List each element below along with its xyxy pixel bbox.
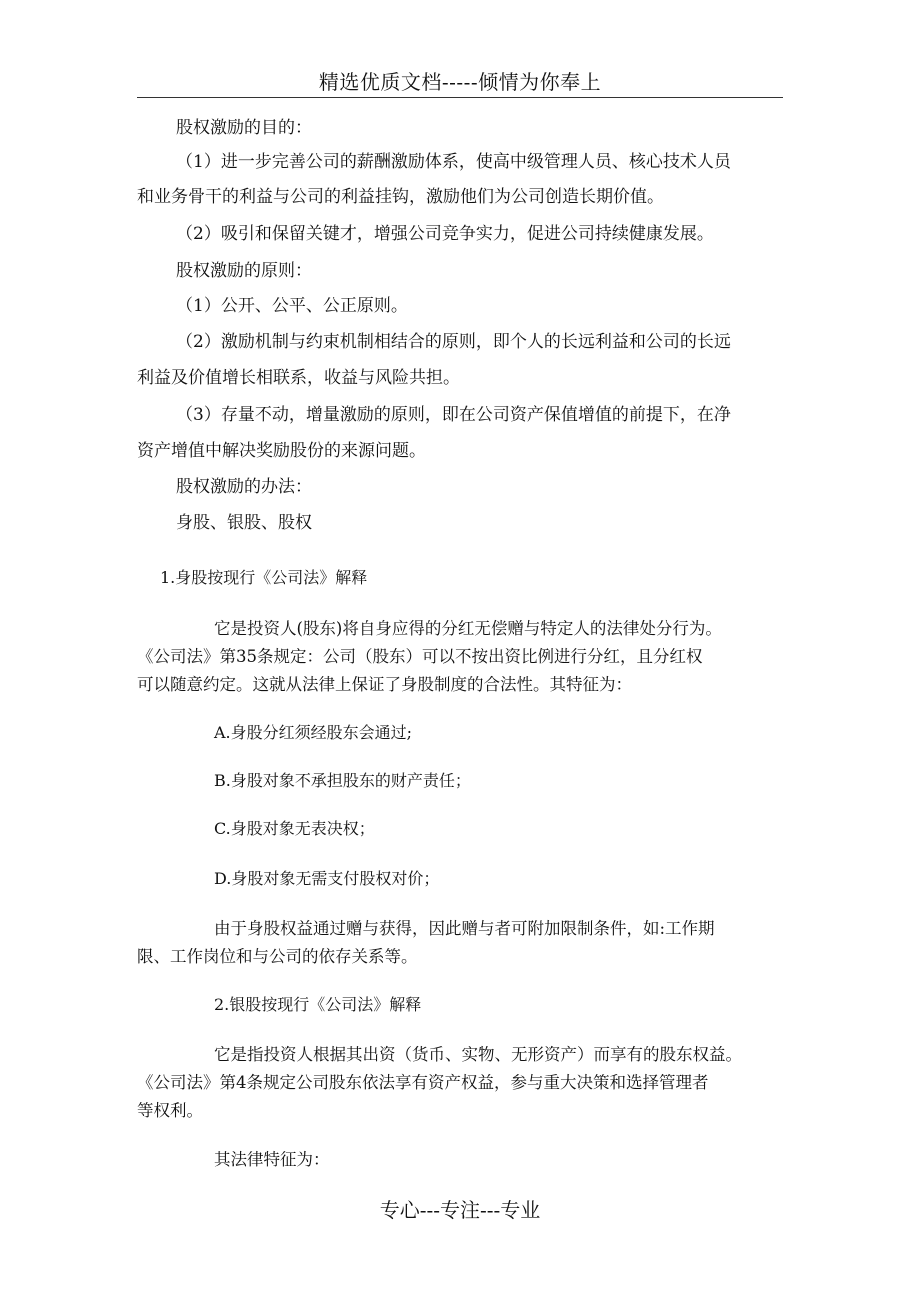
section-title: 1.身股按现行《公司法》解释 bbox=[160, 568, 368, 587]
paragraph-line: 其法律特征为： bbox=[214, 1150, 330, 1169]
paragraph-line: （3）存量不动，增量激励的原则，即在公司资产保值增值的前提下，在净 bbox=[176, 405, 731, 425]
paragraph-line: 和业务骨干的利益与公司的利益挂钩，激励他们为公司创造长期价值。 bbox=[137, 187, 664, 207]
paragraph-line: （2）激励机制与约束机制相结合的原则，即个人的长远利益和公司的长远 bbox=[176, 332, 731, 352]
paragraph-line: 限、工作岗位和与公司的依存关系等。 bbox=[137, 947, 418, 966]
heading-purpose: 股权激励的目的： bbox=[176, 118, 312, 138]
page-footer: 专心---专注---专业 bbox=[379, 1198, 541, 1222]
heading-principles: 股权激励的原则： bbox=[176, 261, 312, 281]
paragraph-line: 等权利。 bbox=[137, 1101, 203, 1120]
paragraph-line: （2）吸引和保留关键才，增强公司竞争实力，促进公司持续健康发展。 bbox=[176, 224, 714, 244]
paragraph-line: （1）进一步完善公司的薪酬激励体系，使高中级管理人员、核心技术人员 bbox=[176, 152, 731, 172]
list-item: C.身股对象无表决权； bbox=[214, 819, 375, 838]
header-divider bbox=[137, 97, 783, 98]
list-item: B.身股对象不承担股东的财产责任； bbox=[214, 771, 471, 790]
paragraph-line: 《公司法》第35条规定：公司（股东）可以不按出资比例进行分红，且分红权 bbox=[137, 647, 703, 666]
paragraph-line: 身股、银股、股权 bbox=[176, 513, 312, 533]
paragraph-line: 它是指投资人根据其出资（货币、实物、无形资产）而享有的股东权益。 bbox=[214, 1045, 742, 1064]
paragraph-line: 可以随意约定。这就从法律上保证了身股制度的合法性。其特征为： bbox=[137, 675, 632, 694]
paragraph-line: 资产增值中解决奖励股份的来源问题。 bbox=[137, 441, 426, 461]
page-header: 精选优质文档-----倾情为你奉上 bbox=[318, 70, 602, 94]
heading-methods: 股权激励的办法： bbox=[176, 477, 312, 497]
paragraph-line: （1）公开、公平、公正原则。 bbox=[176, 296, 408, 316]
list-item: A.身股分红须经股东会通过; bbox=[214, 723, 413, 742]
paragraph-line: 它是投资人(股东)将自身应得的分红无偿赠与特定人的法律处分行为。 bbox=[214, 619, 722, 638]
paragraph-line: 由于身股权益通过赠与获得，因此赠与者可附加限制条件，如:工作期 bbox=[214, 919, 715, 938]
paragraph-line: 《公司法》第4条规定公司股东依法享有资产权益，参与重大决策和选择管理者 bbox=[137, 1073, 709, 1092]
list-item: D.身股对象无需支付股权对价； bbox=[214, 869, 440, 888]
paragraph-line: 利益及价值增长相联系，收益与风险共担。 bbox=[137, 368, 460, 388]
section-title: 2.银股按现行《公司法》解释 bbox=[214, 995, 422, 1014]
